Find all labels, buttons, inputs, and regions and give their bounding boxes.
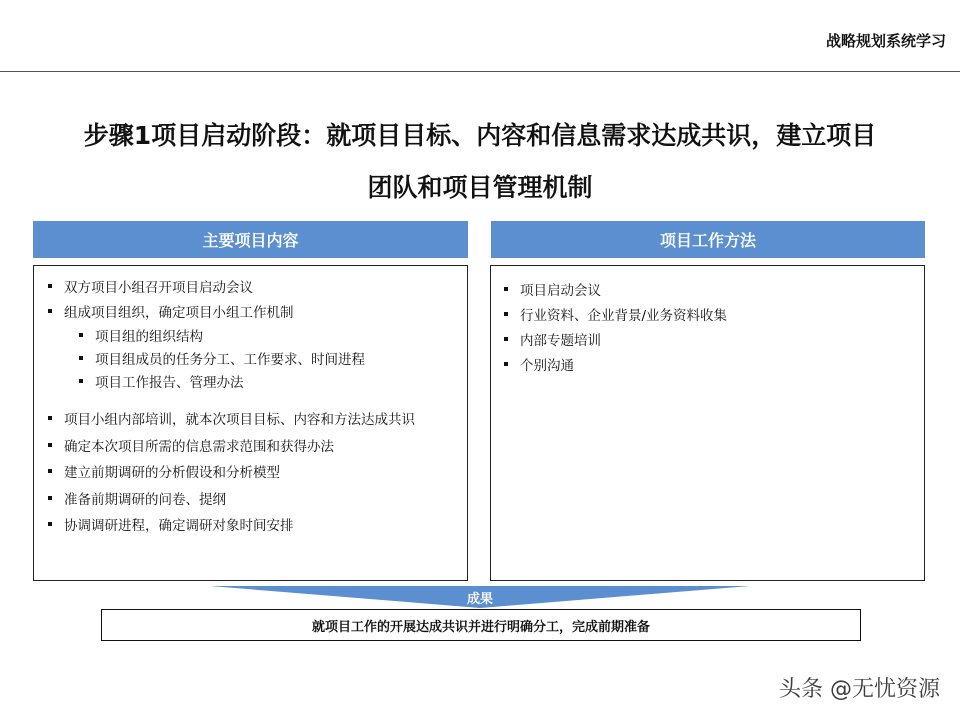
bullet-icon [48, 469, 52, 473]
result-box: 就项目工作的开展达成共识并进行明确分工，完成前期准备 [101, 609, 861, 641]
list-item: 个别沟通 [504, 354, 574, 374]
bullet-icon [79, 333, 83, 337]
watermark: 头条 @无忧资源 [779, 677, 940, 702]
right-column-header: 项目工作方法 [491, 221, 925, 258]
header-divider [0, 71, 960, 72]
bullet-icon [48, 284, 52, 288]
work-methods-box [490, 265, 925, 581]
bullet-icon [48, 416, 52, 420]
list-item: 建立前期调研的分析假设和分析模型 [48, 461, 280, 481]
bullet-icon [79, 379, 83, 383]
bullet-icon [48, 309, 52, 313]
left-column-header: 主要项目内容 [33, 221, 468, 258]
bullet-icon [48, 522, 52, 526]
header-title: 战略规划系统学习 [825, 32, 946, 50]
bullet-icon [79, 356, 83, 360]
list-item: 准备前期调研的问卷、提纲 [48, 488, 226, 508]
list-item: 项目组成员的任务分工、工作要求、时间进程 [79, 348, 365, 368]
page-title-line-1: 步骤1项目启动阶段：就项目目标、内容和信息需求达成共识，建立项目 [83, 121, 877, 150]
list-item: 内部专题培训 [504, 329, 601, 349]
list-item: 协调调研进程，确定调研对象时间安排 [48, 514, 294, 534]
bullet-icon [504, 312, 508, 316]
page-title-line-2: 团队和项目管理机制 [367, 173, 593, 202]
list-item: 组成项目组织，确定项目小组工作机制 [48, 301, 294, 321]
list-item: 项目启动会议 [504, 279, 601, 299]
list-item: 确定本次项目所需的信息需求范围和获得办法 [48, 435, 334, 455]
bullet-icon [504, 337, 508, 341]
list-item: 项目工作报告、管理办法 [79, 371, 244, 391]
result-label: 成果 [466, 592, 493, 607]
page-title [40, 110, 920, 214]
bullet-icon [48, 496, 52, 500]
list-item: 项目组的组织结构 [79, 325, 203, 345]
list-item: 双方项目小组召开项目启动会议 [48, 276, 253, 296]
bullet-icon [504, 287, 508, 291]
bullet-icon [48, 443, 52, 447]
main-content-box [33, 265, 468, 581]
list-item: 行业资料、企业背景/业务资料收集 [504, 304, 727, 324]
list-item: 项目小组内部培训，就本次项目目标、内容和方法达成共识 [48, 408, 415, 428]
bullet-icon [504, 362, 508, 366]
